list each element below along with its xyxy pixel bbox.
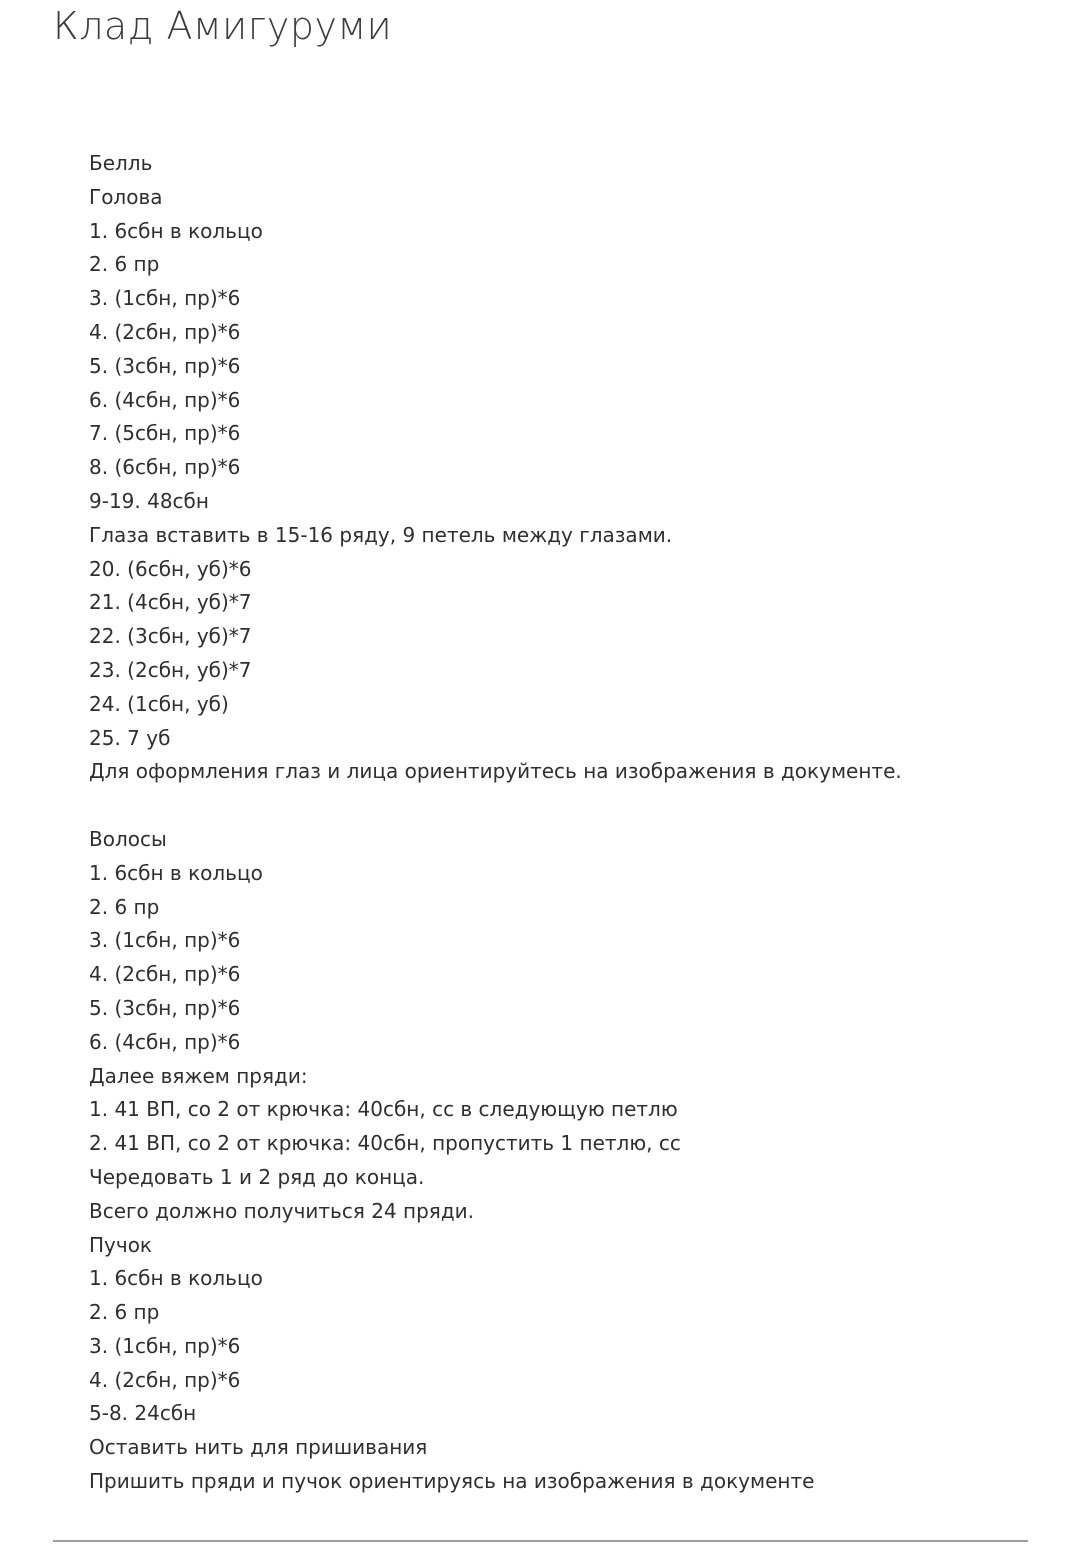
document-line: Оставить нить для пришивания bbox=[89, 1435, 428, 1460]
document-line: 6. (4сбн, пр)*6 bbox=[89, 1029, 241, 1054]
document-line: 25. 7 уб bbox=[89, 725, 171, 750]
document-line: 5. (3сбн, пр)*6 bbox=[89, 995, 241, 1020]
document-line: 4. (2сбн, пр)*6 bbox=[89, 319, 241, 344]
document-line: Далее вяжем пряди: bbox=[89, 1063, 308, 1088]
document-line: Волосы bbox=[89, 826, 167, 851]
document-line: 5-8. 24сбн bbox=[89, 1401, 197, 1426]
document-line: Пришить пряди и пучок ориентируясь на изображения в документе bbox=[89, 1469, 815, 1494]
page-title: Клад Амигуруми bbox=[53, 4, 393, 48]
document-line: Белль bbox=[89, 151, 153, 175]
document-line: Всего должно получиться 24 пряди. bbox=[89, 1198, 475, 1223]
document-line: 1. 6сбн в кольцо bbox=[89, 218, 263, 243]
document-line: 22. (3сбн, уб)*7 bbox=[89, 624, 252, 649]
document-line: 2. 6 пр bbox=[89, 1300, 160, 1325]
document-line: Для оформления глаз и лица ориентируйтесь на изображения в документе. bbox=[89, 759, 902, 784]
document-line: 4. (2сбн, пр)*6 bbox=[89, 962, 241, 987]
document-line: 3. (1сбн, пр)*6 bbox=[89, 286, 241, 311]
document-line: 3. (1сбн, пр)*6 bbox=[89, 1333, 241, 1358]
document-line: 2. 6 пр bbox=[89, 894, 160, 919]
document-body bbox=[89, 147, 1029, 1499]
document-line: Голова bbox=[89, 184, 163, 209]
document-line: Чередовать 1 и 2 ряд до конца. bbox=[89, 1164, 425, 1189]
document-line: Пучок bbox=[89, 1232, 153, 1257]
document-line: 1. 41 ВП, со 2 от крючка: 40сбн, сс в следующую петлю bbox=[89, 1097, 678, 1122]
document-line: 1. 6сбн в кольцо bbox=[89, 1266, 263, 1291]
document-line: 20. (6сбн, уб)*6 bbox=[89, 556, 252, 581]
document-line: 2. 41 ВП, со 2 от крючка: 40сбн, пропустить 1 петлю, сс bbox=[89, 1131, 681, 1156]
document-line: Глаза вставить в 15-16 ряду, 9 петель между глазами. bbox=[89, 522, 673, 547]
document-line: 4. (2сбн, пр)*6 bbox=[89, 1367, 241, 1392]
document-line: 3. (1сбн, пр)*6 bbox=[89, 928, 241, 953]
document-line: 24. (1сбн, уб) bbox=[89, 691, 229, 716]
bottom-divider bbox=[53, 1540, 1028, 1542]
document-line: 21. (4сбн, уб)*7 bbox=[89, 590, 252, 615]
document-line: 7. (5сбн, пр)*6 bbox=[89, 421, 241, 446]
document-line: 2. 6 пр bbox=[89, 252, 160, 277]
document-line: 1. 6сбн в кольцо bbox=[89, 860, 263, 885]
document-line: 9-19. 48сбн bbox=[89, 488, 209, 513]
document-line: 5. (3сбн, пр)*6 bbox=[89, 353, 241, 378]
document-line: 23. (2сбн, уб)*7 bbox=[89, 657, 252, 682]
blank-line bbox=[89, 789, 1029, 823]
document-line: 6. (4сбн, пр)*6 bbox=[89, 387, 241, 412]
document-line: 8. (6сбн, пр)*6 bbox=[89, 455, 241, 480]
